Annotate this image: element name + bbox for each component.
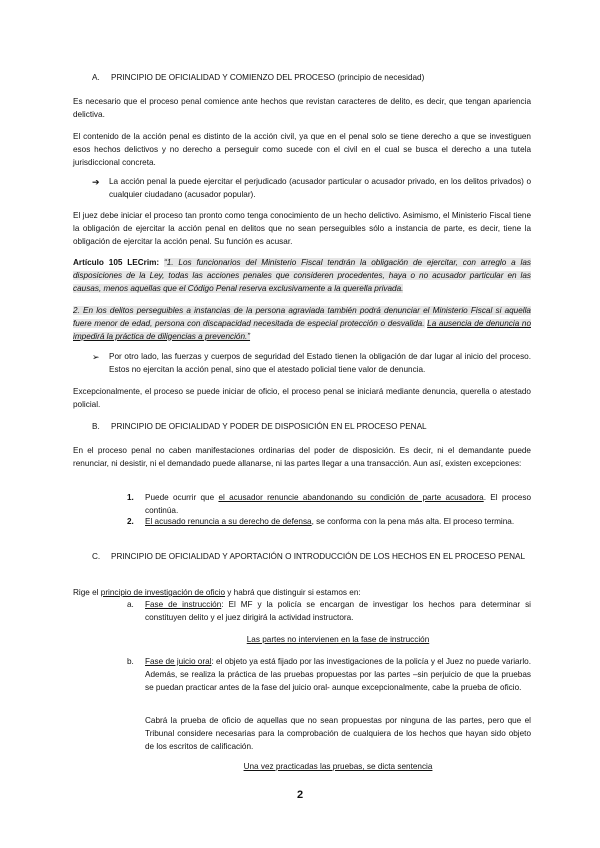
sublist-b-heading: Fase de juicio oral [145, 657, 212, 666]
paragraph-a2: El contenido de la acción penal es distinto de la acción civil, ya que en el penal solo se tiene derecho a que se investiguen esos hechos delictivos y no derecho a perseguir como sucede con el civil en el cual se busca el derecho a una tutela jurisdiccional concreta. [73, 132, 531, 167]
section-b-title: PRINCIPIO DE OFICIALIDAD Y PODER DE DISPOSICIÓN EN EL PROCESO PENAL [111, 422, 427, 431]
sublist-b-text: : el objeto ya está fijado por las investigaciones de la policía y el Juez no puede variarlo. Además, se realiza la práctica de las pruebas propuestas por las partes –sin perjuicio de que la pruebas se puedan practicar antes de la fase del juicio oral- aunque excepcionalmente, cabe la prueba de oficio. [145, 657, 531, 692]
list-number-2: 2. [127, 517, 134, 526]
bullet-a1: La acción penal la puede ejercitar el perjudicado (acusador particular o acusador privado, en los delitos privados) o cualquier ciudadano (acusador popular). [109, 177, 531, 199]
article-ref: Artículo 105 LECrim: [73, 258, 160, 267]
note-sentencia [145, 761, 531, 774]
sublist-a-text: : El MF y la policía se encargan de investigar los hechos para determinar si constituyen delito y el juez dirigirá la actividad instructora. [145, 600, 531, 622]
arrow-bullet-icon: ➔ [92, 177, 100, 187]
list-item-2-post: , se conforma con la pena más alta. El proceso termina. [311, 517, 515, 526]
section-c-letter: C. [92, 552, 101, 561]
sublist-letter-a: a. [127, 600, 134, 609]
article-text-2b: La ausencia de denuncia no impedirá la práctica de diligencias a prevención.” [73, 318, 531, 341]
list-item-1-post: . El proceso continúa. [145, 493, 531, 515]
page-number: 2 [296, 789, 304, 801]
section-c-title: PRINCIPIO DE OFICIALIDAD Y APORTACIÓN O INTRODUCCIÓN DE LOS HECHOS EN EL PROCESO PENAL [111, 552, 526, 561]
list-item-1-underlined: el acusador renuncie abandonando su condición de parte acusadora [218, 493, 484, 502]
list-number-1: 1. [127, 493, 134, 502]
paragraph-a1: Es necesario que el proceso penal comience ante hechos que revistan caracteres de delito, es decir, que tengan apariencia delictiva. [73, 97, 531, 119]
section-b-letter: B. [92, 422, 100, 431]
bullet-a2: Por otro lado, las fuerzas y cuerpos de seguridad del Estado tienen la obligación de dar lugar al inicio del proceso. Estos no ejercitan la acción penal, sino que el atestado policial tiene valor de denuncia. [109, 352, 531, 374]
triangle-bullet-icon: ➢ [92, 352, 100, 362]
paragraph-a3: El juez debe iniciar el proceso tan pronto como tenga conocimiento de un hecho delictivo. Asimismo, el Ministerio Fiscal tiene la obligación de ejercitar la acción penal en delitos que no sean perseguibles sólo a instancia de parte, es decir, tiene la obligación de ejercitar la acción penal. Su función es acusar. [73, 211, 531, 246]
section-a-title: PRINCIPIO DE OFICIALIDAD Y COMIENZO DEL PROCESO (principio de necesidad) [111, 73, 425, 82]
list-item-2 [145, 516, 531, 529]
intro-post: y habrá que distinguir si estamos en: [225, 588, 361, 597]
list-item-1-pre: Puede ocurrir que [145, 493, 219, 502]
intro-underlined: principio de investigación de oficio [100, 588, 226, 597]
intro-pre: Rige el [73, 588, 101, 597]
sublist-letter-b: b. [127, 657, 134, 666]
note-sentencia-text: Una vez practicadas las pruebas, se dicta sentencia [243, 762, 433, 771]
sublist-a-heading: Fase de instrucción [145, 600, 222, 609]
sublist-b-paragraph-2: Cabrá la prueba de oficio de aquellas que no sean propuestas por ninguna de las partes, pero que el Tribunal considere necesarias para la comprobación de cualquiera de los hechos que hayan sido objeto de los escritos de calificación. [145, 716, 531, 751]
list-item-1 [145, 492, 531, 518]
paragraph-b1: En el proceso penal no caben manifestaciones ordinarias del poder de disposición. Es decir, ni el demandante puede renunciar, ni desistir, ni el demandado puede allanarse, ni las partes llegar a una transacción. Aun así, existen excepciones: [73, 446, 531, 468]
section-a-letter: A. [92, 73, 100, 82]
paragraph-a4: Excepcionalmente, el proceso se puede iniciar de oficio, el proceso penal se iniciará mediante denuncia, querella o atestado policial. [73, 387, 531, 409]
article-quote-2 [73, 305, 531, 343]
article-quote-1 [73, 257, 531, 295]
note-instruccion-text: Las partes no intervienen en la fase de instrucción [246, 635, 430, 644]
sublist-item-b [145, 656, 531, 694]
sublist-item-a [145, 599, 531, 625]
article-text-2a: 2. En los delitos perseguibles a instancias de la persona agraviada también podrá denunciar el Ministerio Fiscal si aquella fuere menor de edad, persona con discapacidad necesitada de especial protección o desvalida. [73, 306, 531, 328]
paragraph-c-intro [73, 587, 531, 600]
article-text-1: “1. Los funcionarios del Ministerio Fiscal tendrán la obligación de ejercitar, con arreglo a las disposiciones de la Ley, todas las acciones penales que consideren procedentes, haya o no acusador particular en las causas, menos aquellas que el Código Penal reserva exclusivamente a la querella privada. [73, 258, 532, 293]
note-instruccion [145, 634, 531, 647]
list-item-2-underlined: El acusado renuncia a su derecho de defensa [145, 517, 312, 526]
